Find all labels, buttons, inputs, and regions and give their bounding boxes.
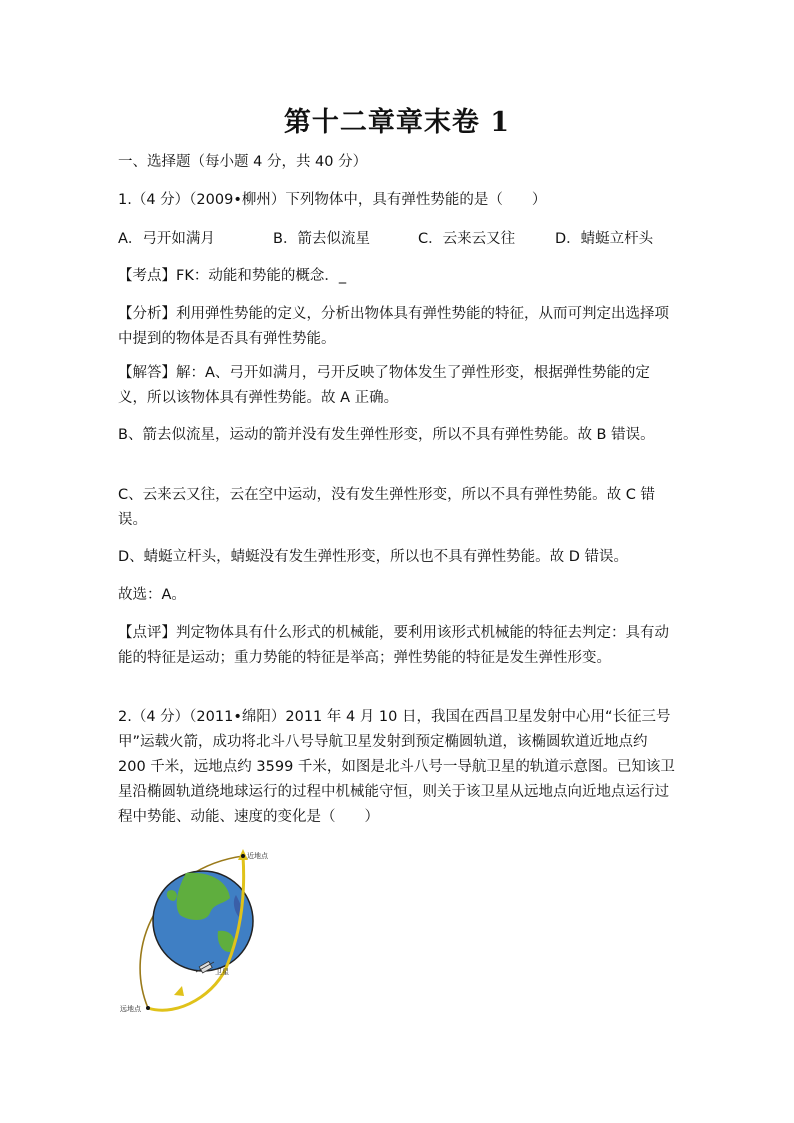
satellite-label: 卫星 [215,968,229,976]
apogee-point [146,1006,150,1010]
explanation-d: D、蜻蜓立杆头，蜻蜓没有发生弹性形变，所以也不具有弹性势能。故 D 错误。 [118,549,629,565]
perigee-point [241,854,245,858]
orbit-arrow-icon [174,986,184,996]
option-b: B．箭去似流星 [273,231,370,247]
option-c: C．云来云又往 [418,231,516,247]
orbit-figure [118,843,278,1018]
perigee-label: 近地点 [247,852,268,860]
section-heading: 一、选择题（每小题 4 分，共 40 分） [118,154,368,170]
option-a: A．弓开如满月 [118,231,215,247]
question-1-stem: 1.（4 分）（2009•柳州）下列物体中，具有弹性势能的是（ ） [118,192,547,208]
answer-text: 故选：A。 [118,587,186,603]
kaodian-text: 【考点】FK：动能和势能的概念．_ [118,268,347,284]
orbit-diagram [118,843,278,1018]
explanation-c: C、云来云又往，云在空中运动，没有发生弹性形变，所以不具有弹性势能。故 C 错误。 [118,487,655,528]
option-d: D．蜻蜓立杆头 [555,231,654,247]
page-title: 第十二章章末卷 1 [283,107,511,138]
explanation-b: B、箭去似流星，运动的箭并没有发生弹性形变，所以不具有弹性势能。故 B 错误。 [118,427,655,443]
question-2-stem: 2.（4 分）（2011•绵阳）2011 年 4 月 10 日，我国在西昌卫星发射中心用“长征三号甲”运载火箭，成功将北斗八号导航卫星发射到预定椭圆轨道，该椭圆软道近地点约 200 千米，远地点约 3599 千米，如图是北斗八号一导航卫星的轨道示意图。已知该卫星沿椭圆轨道绕地球运行的过程中机械能守恒，则关于该卫星从远地点向近地点运行过程中势能、动能、速度的变化是（ ） [118,709,675,825]
fenxi-text: 【分析】利用弹性势能的定义，分析出物体具有弹性势能的特征，从而可判定出选择项中提到的物体是否具有弹性势能。 [118,306,669,347]
apogee-label: 远地点 [120,1005,141,1013]
jieda-text: 【解答】解：A、弓开如满月，弓开反映了物体发生了弹性形变，根据弹性势能的定义，所以该物体具有弹性势能。故 A 正确。 [118,365,650,406]
dianping-text: 【点评】判定物体具有什么形式的机械能，要利用该形式机械能的特征去判定：具有动能的特征是运动；重力势能的特征是举高；弹性势能的特征是发生弹性形变。 [118,625,669,666]
